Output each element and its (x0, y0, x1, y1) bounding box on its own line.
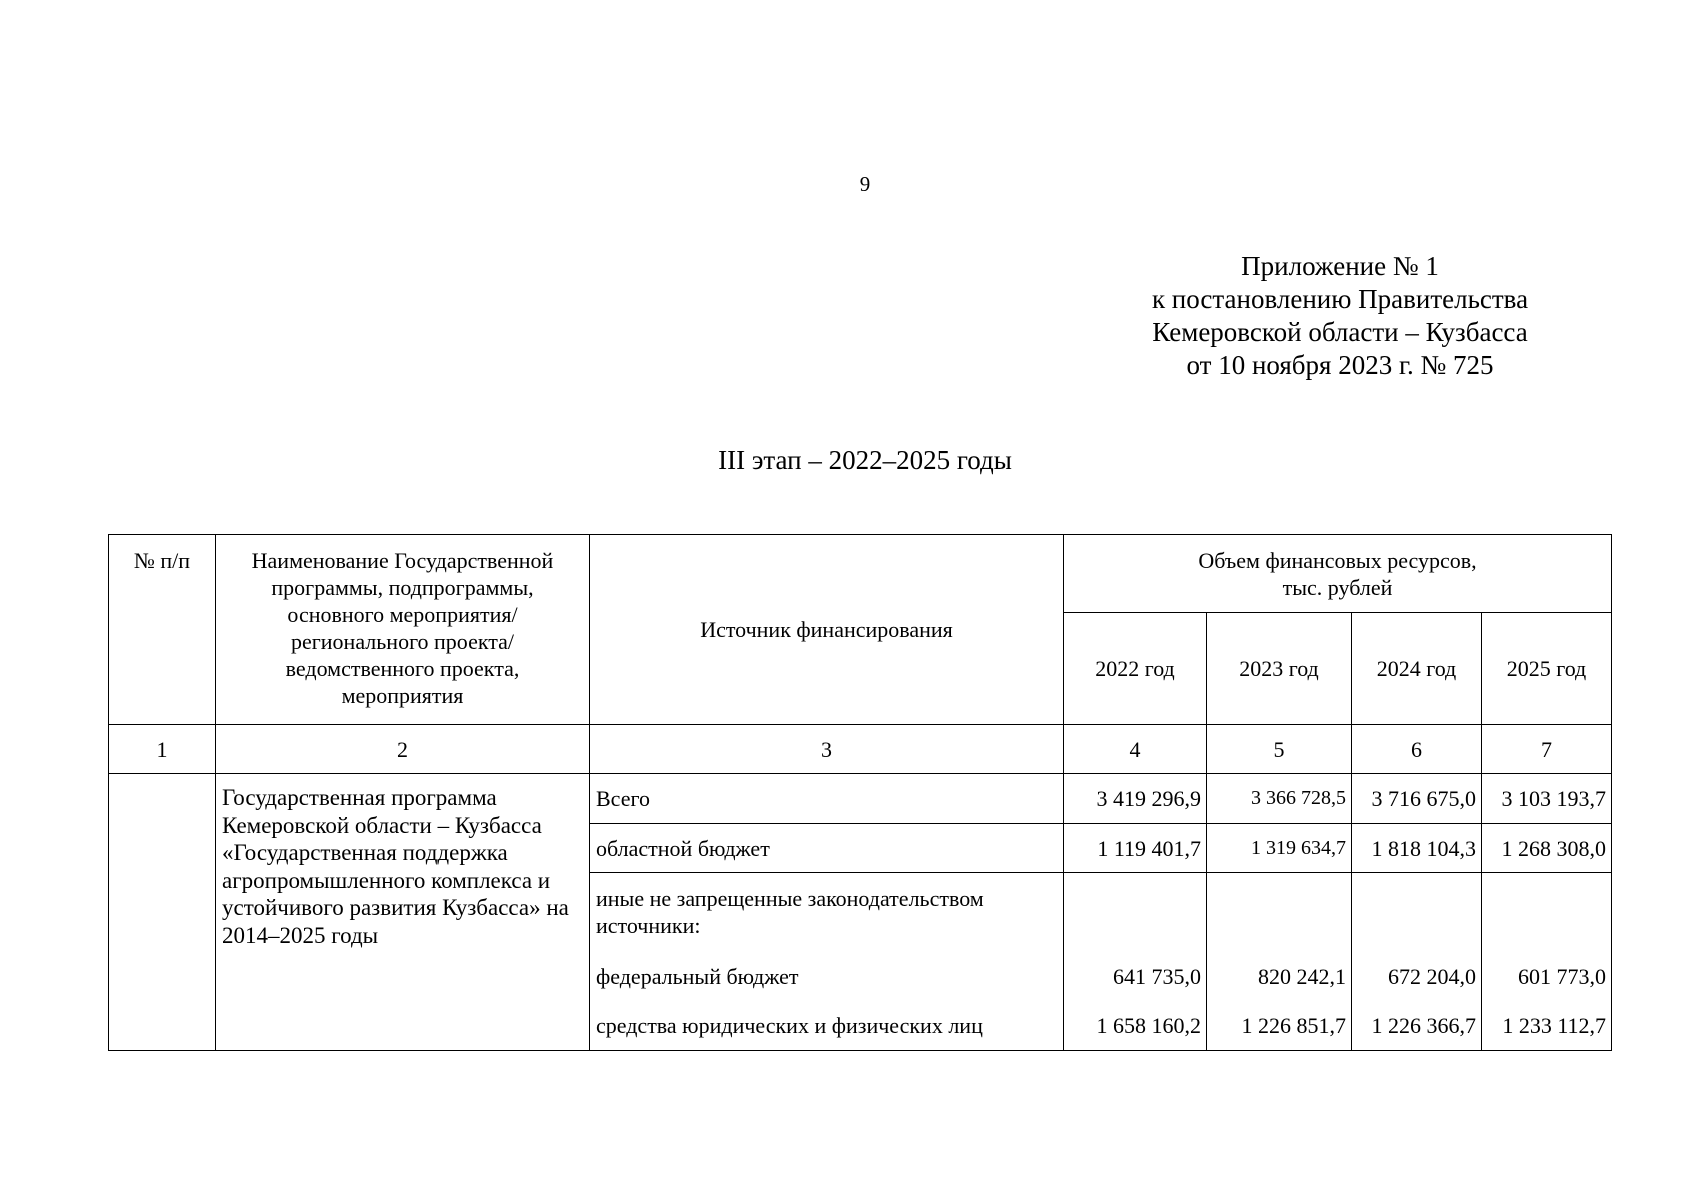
value-2024: 672 204,0 (1352, 953, 1482, 1001)
value-2023: 3 366 728,5 (1207, 774, 1352, 824)
column-number: 3 (590, 725, 1064, 774)
value-2025: 1 233 112,7 (1482, 1001, 1612, 1051)
column-number-row (109, 725, 1612, 774)
table-row (109, 774, 1612, 824)
value-2022: 1 119 401,7 (1064, 824, 1207, 873)
value-2023 (1207, 873, 1352, 953)
source-label: иные не запрещенные законодательством источники: (590, 873, 1064, 953)
source-label: федеральный бюджет (590, 953, 1064, 1001)
program-num-cell (109, 774, 216, 1051)
column-number: 7 (1482, 725, 1612, 774)
header-source: Источник финансирования (590, 535, 1064, 725)
header-num: № п/п (109, 535, 216, 725)
value-2022 (1064, 873, 1207, 953)
appendix-date-line: от 10 ноября 2023 г. № 725 (1186, 350, 1494, 380)
header-year-2024: 2024 год (1352, 613, 1482, 725)
column-number: 2 (216, 725, 590, 774)
source-label: средства юридических и физических лиц (590, 1001, 1064, 1051)
value-2024: 1 818 104,3 (1352, 824, 1482, 873)
value-2022: 3 419 296,9 (1064, 774, 1207, 824)
value-2024: 3 716 675,0 (1352, 774, 1482, 824)
value-2024 (1352, 873, 1482, 953)
financing-table (108, 534, 1612, 1051)
column-number: 5 (1207, 725, 1352, 774)
header-name: Наименование Государственной программы, подпрограммы, основного мероприятия/регионального проекта/ведомственного проекта, мероприятия (216, 535, 590, 725)
page-number: 9 (859, 172, 871, 196)
value-2022: 641 735,0 (1064, 953, 1207, 1001)
value-2024: 1 226 366,7 (1352, 1001, 1482, 1051)
value-2023: 820 242,1 (1207, 953, 1352, 1001)
value-2023: 1 319 634,7 (1207, 824, 1352, 873)
column-number: 6 (1352, 725, 1482, 774)
value-2025: 601 773,0 (1482, 953, 1612, 1001)
appendix-region-line: Кемеровской области – Кузбасса (1152, 317, 1528, 347)
header-volume (1064, 535, 1612, 613)
appendix-header (1110, 250, 1570, 382)
value-2025 (1482, 873, 1612, 953)
header-volume-line2: тыс. рублей (1282, 575, 1393, 600)
value-2022: 1 658 160,2 (1064, 1001, 1207, 1051)
stage-title: III этап – 2022–2025 годы (718, 445, 1012, 475)
appendix-title: Приложение № 1 (1241, 251, 1439, 281)
value-2023: 1 226 851,7 (1207, 1001, 1352, 1051)
value-2025: 1 268 308,0 (1482, 824, 1612, 873)
program-name: Государственная программа Кемеровской области – Кузбасса «Государственная поддержка агропромышленного комплекса и устойчивого развития Кузбасса» на 2014–2025 годы (216, 774, 590, 1051)
column-number: 1 (109, 725, 216, 774)
header-year-2022: 2022 год (1064, 613, 1207, 725)
appendix-decree-line: к постановлению Правительства (1151, 284, 1529, 314)
value-2025: 3 103 193,7 (1482, 774, 1612, 824)
source-label: Всего (590, 774, 1064, 824)
header-year-2025: 2025 год (1482, 613, 1612, 725)
column-number: 4 (1064, 725, 1207, 774)
header-volume-line1: Объем финансовых ресурсов, (1198, 548, 1477, 573)
header-year-2023: 2023 год (1207, 613, 1352, 725)
source-label: областной бюджет (590, 824, 1064, 873)
